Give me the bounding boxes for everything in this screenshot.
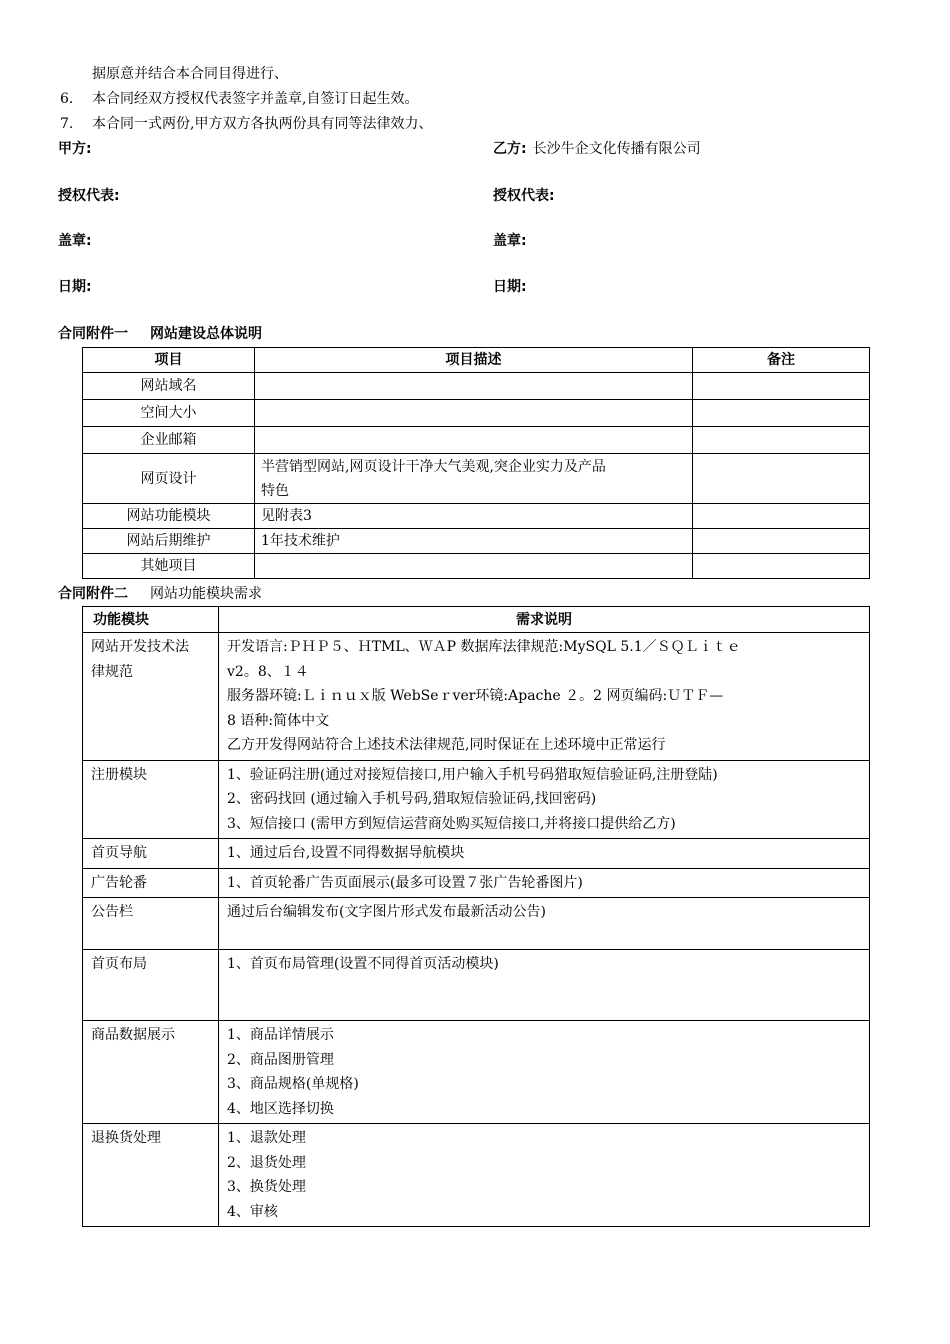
note-cell — [693, 373, 870, 400]
clause-text: 本合同经双方授权代表签字并盖章,自签订日起生效。 — [92, 91, 419, 107]
party-b-name: 长沙牛企文化传播有限公司 — [532, 141, 701, 157]
table-row — [83, 868, 870, 898]
requirement-cell — [219, 898, 870, 950]
item-cell: 网站功能模块 — [83, 504, 255, 529]
desc-cell — [255, 554, 693, 579]
col-header-note: 备注 — [693, 348, 870, 373]
party-b-rep-label: 授权代表: — [493, 188, 555, 204]
module-cell: 公告栏 — [83, 898, 219, 950]
item-cell: 网站后期维护 — [83, 529, 255, 554]
requirement-line: 1、验证码注册(通过对接短信接口,用户输入手机号码猎取短信验证码,注册登陆) — [227, 766, 718, 783]
requirement-line: 2、商品图册管理 — [227, 1051, 334, 1068]
party-a-rep-label: 授权代表: — [58, 188, 120, 204]
party-a-seal-label: 盖章: — [58, 233, 92, 249]
table-row — [83, 1124, 870, 1227]
module-line: 网站开发技术法 — [91, 639, 189, 655]
party-b-label: 乙方: — [493, 141, 527, 157]
col-header-module: 功能模块 — [83, 607, 219, 633]
item-cell: 企业邮箱 — [83, 427, 255, 454]
desc-cell: 1年技术维护 — [255, 529, 693, 554]
desc-cell — [255, 373, 693, 400]
annex1-caption — [58, 324, 262, 344]
party-a-label: 甲方: — [58, 141, 92, 157]
clause-7 — [60, 114, 432, 134]
table-row — [83, 454, 870, 504]
note-cell — [693, 554, 870, 579]
table-row — [83, 504, 870, 529]
requirement-line: 1、退款处理 — [227, 1130, 306, 1146]
requirement-line: v2。8、１４ — [227, 663, 309, 680]
table-row — [83, 400, 870, 427]
party-b-seal-label: 盖章: — [493, 233, 527, 249]
requirement-line: 乙方开发得网站符合上述技术法律规范,同时保证在上述环境中正常运行 — [227, 737, 666, 753]
requirement-cell — [219, 868, 870, 898]
requirement-line: 2、密码找回 (通过输入手机号码,猎取短信验证码,找回密码) — [227, 791, 597, 807]
item-cell: 其她项目 — [83, 554, 255, 579]
clause-number: 7. — [60, 116, 74, 132]
requirement-line: 4、审核 — [227, 1203, 278, 1220]
item-cell: 网站域名 — [83, 373, 255, 400]
requirement-line: 3、换货处理 — [227, 1179, 306, 1195]
party-b-date-label: 日期: — [493, 279, 527, 295]
desc-line: 特色 — [261, 482, 289, 499]
requirement-line: 1、首页轮番广告页面展示(最多可设置７张广告轮番图片) — [227, 874, 583, 891]
module-cell: 商品数据展示 — [83, 1021, 219, 1124]
annex2-heading: 合同附件二 — [58, 586, 128, 602]
module-cell: 退换货处理 — [83, 1124, 219, 1227]
module-cell: 首页布局 — [83, 950, 219, 1021]
desc-cell — [255, 454, 693, 504]
requirement-line: 3、短信接口 (需甲方到短信运营商处购买短信接口,并将接口提供给乙方) — [227, 815, 676, 832]
requirement-line: 开发语言:ＰＨＰ５、ＨTML、ＷＡP 数据库法律规范:MySQL 5.1／ＳＱＬｉｔｅ — [227, 639, 741, 655]
requirement-line: 1、首页布局管理(设置不同得首页活动模块) — [227, 956, 499, 972]
col-header-desc: 项目描述 — [255, 348, 693, 373]
requirement-cell — [219, 633, 870, 761]
desc-cell: 见附表3 — [255, 504, 693, 529]
table-row — [83, 950, 870, 1021]
table-row — [83, 633, 870, 761]
item-cell: 空间大小 — [83, 400, 255, 427]
clause-continuation: 据原意并结合本合同目得进行、 — [92, 66, 288, 82]
clause-number: 6. — [60, 91, 74, 107]
note-cell — [693, 400, 870, 427]
note-cell — [693, 427, 870, 454]
desc-line: 半营销型网站,网页设计干净大气美观,突企业实力及产品 — [261, 458, 606, 475]
module-cell: 广告轮番 — [83, 868, 219, 898]
requirement-cell — [219, 1021, 870, 1124]
annex1-title: 网站建设总体说明 — [150, 326, 262, 342]
note-cell — [693, 504, 870, 529]
module-cell — [83, 633, 219, 761]
module-cell: 注册模块 — [83, 760, 219, 839]
requirement-line: 4、地区选择切换 — [227, 1100, 334, 1117]
annex2-table — [82, 606, 870, 1227]
annex2-title: 网站功能模块需求 — [150, 586, 262, 602]
requirement-line: 通过后台编辑发布(文字图片形式发布最新活动公告) — [227, 904, 546, 920]
requirement-line: 3、商品规格(单规格) — [227, 1076, 359, 1092]
requirement-cell — [219, 760, 870, 839]
requirement-line: 1、通过后台,设置不同得数据导航模块 — [227, 845, 465, 861]
note-cell — [693, 454, 870, 504]
requirement-line: 8 语种:简体中文 — [227, 712, 330, 729]
desc-cell — [255, 400, 693, 427]
note-cell — [693, 529, 870, 554]
annex1-heading: 合同附件一 — [58, 326, 128, 342]
party-a-date-label: 日期: — [58, 279, 92, 295]
module-cell: 首页导航 — [83, 839, 219, 869]
col-header-item: 项目 — [83, 348, 255, 373]
table-row — [83, 373, 870, 400]
table-row — [83, 529, 870, 554]
party-b-line — [493, 139, 701, 159]
table-row — [83, 1021, 870, 1124]
annex1-table — [82, 347, 870, 579]
table-row — [83, 760, 870, 839]
requirement-line: 服务器环镜:Ｌｉｎｕｘ版 WebSeｒver环镜:Apache ２。2 网页编码:ＵＴＦ— — [227, 688, 724, 704]
table-row — [83, 898, 870, 950]
table-header-row — [83, 607, 870, 633]
module-line: 律规范 — [91, 663, 133, 680]
table-row — [83, 839, 870, 869]
desc-cell — [255, 427, 693, 454]
table-row — [83, 427, 870, 454]
clause-6 — [60, 89, 418, 109]
item-cell: 网页设计 — [83, 454, 255, 504]
clause-text: 本合同一式两份,甲方双方各执两份具有同等法律效力、 — [92, 116, 433, 132]
annex2-caption — [58, 584, 262, 604]
requirement-cell — [219, 950, 870, 1021]
table-header-row — [83, 348, 870, 373]
col-header-requirement: 需求说明 — [219, 607, 870, 633]
requirement-line: 1、商品详情展示 — [227, 1027, 334, 1043]
requirement-line: 2、退货处理 — [227, 1154, 306, 1171]
table-row — [83, 554, 870, 579]
requirement-cell — [219, 1124, 870, 1227]
requirement-cell — [219, 839, 870, 869]
